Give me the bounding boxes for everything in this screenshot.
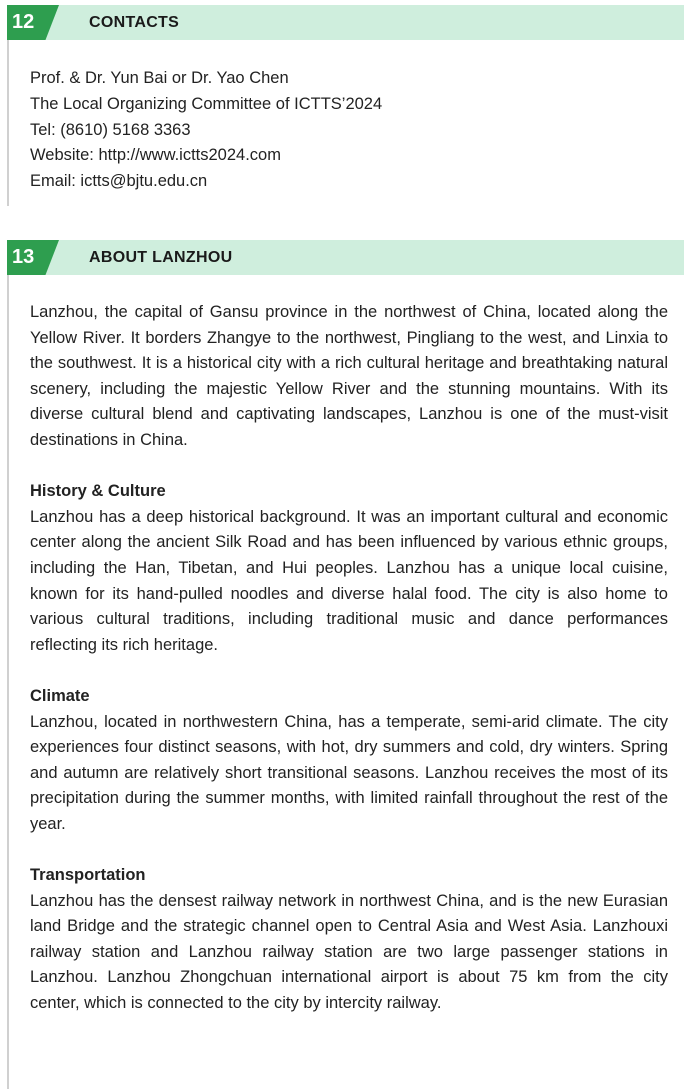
- climate-paragraph: Lanzhou, located in northwestern China, has a temperate, semi-arid climate. The city experiences four distinct seasons, with hot, dry summers and cold, dry winters. Spring and autumn are relatively short transitional seasons. Lanzhou receives the most of its precipitation during the summer months, with limited rainfall throughout the rest of the year.: [30, 712, 668, 833]
- about-header: [7, 240, 684, 275]
- contact-website: Website: http://www.ictts2024.com: [30, 146, 281, 165]
- contacts-body: [7, 40, 684, 206]
- contact-names: Prof. & Dr. Yun Bai or Dr. Yao Chen: [30, 69, 289, 87]
- history-paragraph: Lanzhou has a deep historical background. It was an important cultural and economic center along the ancient Silk Road and has been influenced by various ethnic groups, including the Han, Tibetan, and Hui peoples. Lanzhou has a unique local cuisine, known for its hand-pulled noodles and diverse halal food. The city is also home to various cultural traditions, including traditional music and dance performances reflecting its rich heritage.: [30, 507, 668, 654]
- transportation-paragraph: Lanzhou has the densest railway network in northwest China, and is the new Eurasian land Bridge and the strategic channel open to Central Asia and West Asia. Lanzhouxi railway station and Lanzhou railway station are two large passenger stations in Lanzhou. Lanzhou Zhongchuan international airport is about 75 km from the city center, which is connected to the city by intercity railway.: [30, 891, 668, 1013]
- about-body: [7, 275, 684, 1089]
- intro-paragraph: Lanzhou, the capital of Gansu province in the northwest of China, located along the Yellow River. It borders Zhangye to the northwest, Pingliang to the west, and Linxia to the southwest. It is a historical city with a rich cultural heritage and breathtaking natural scenery, including the majestic Yellow River and the stunning mountains. With its diverse cultural blend and captivating landscapes, Lanzhou is one of the must-visit destinations in China.: [30, 303, 668, 449]
- section-title: CONTACTS: [89, 14, 180, 31]
- about-lanzhou-section: [7, 240, 684, 1089]
- section-number: 12: [12, 11, 35, 33]
- contacts-section: [7, 5, 684, 206]
- contact-committee: The Local Organizing Committee of ICTTS’2024: [30, 94, 383, 113]
- contact-tel: Tel: (8610) 5168 3363: [30, 120, 191, 139]
- contact-email: Email: ictts@bjtu.edu.cn: [30, 172, 208, 191]
- contacts-header: [7, 5, 684, 40]
- climate-heading: Climate: [30, 686, 90, 705]
- section-title: ABOUT LANZHOU: [89, 249, 233, 266]
- transportation-heading: Transportation: [30, 866, 146, 885]
- history-heading: History & Culture: [30, 482, 166, 501]
- section-number: 13: [12, 246, 35, 268]
